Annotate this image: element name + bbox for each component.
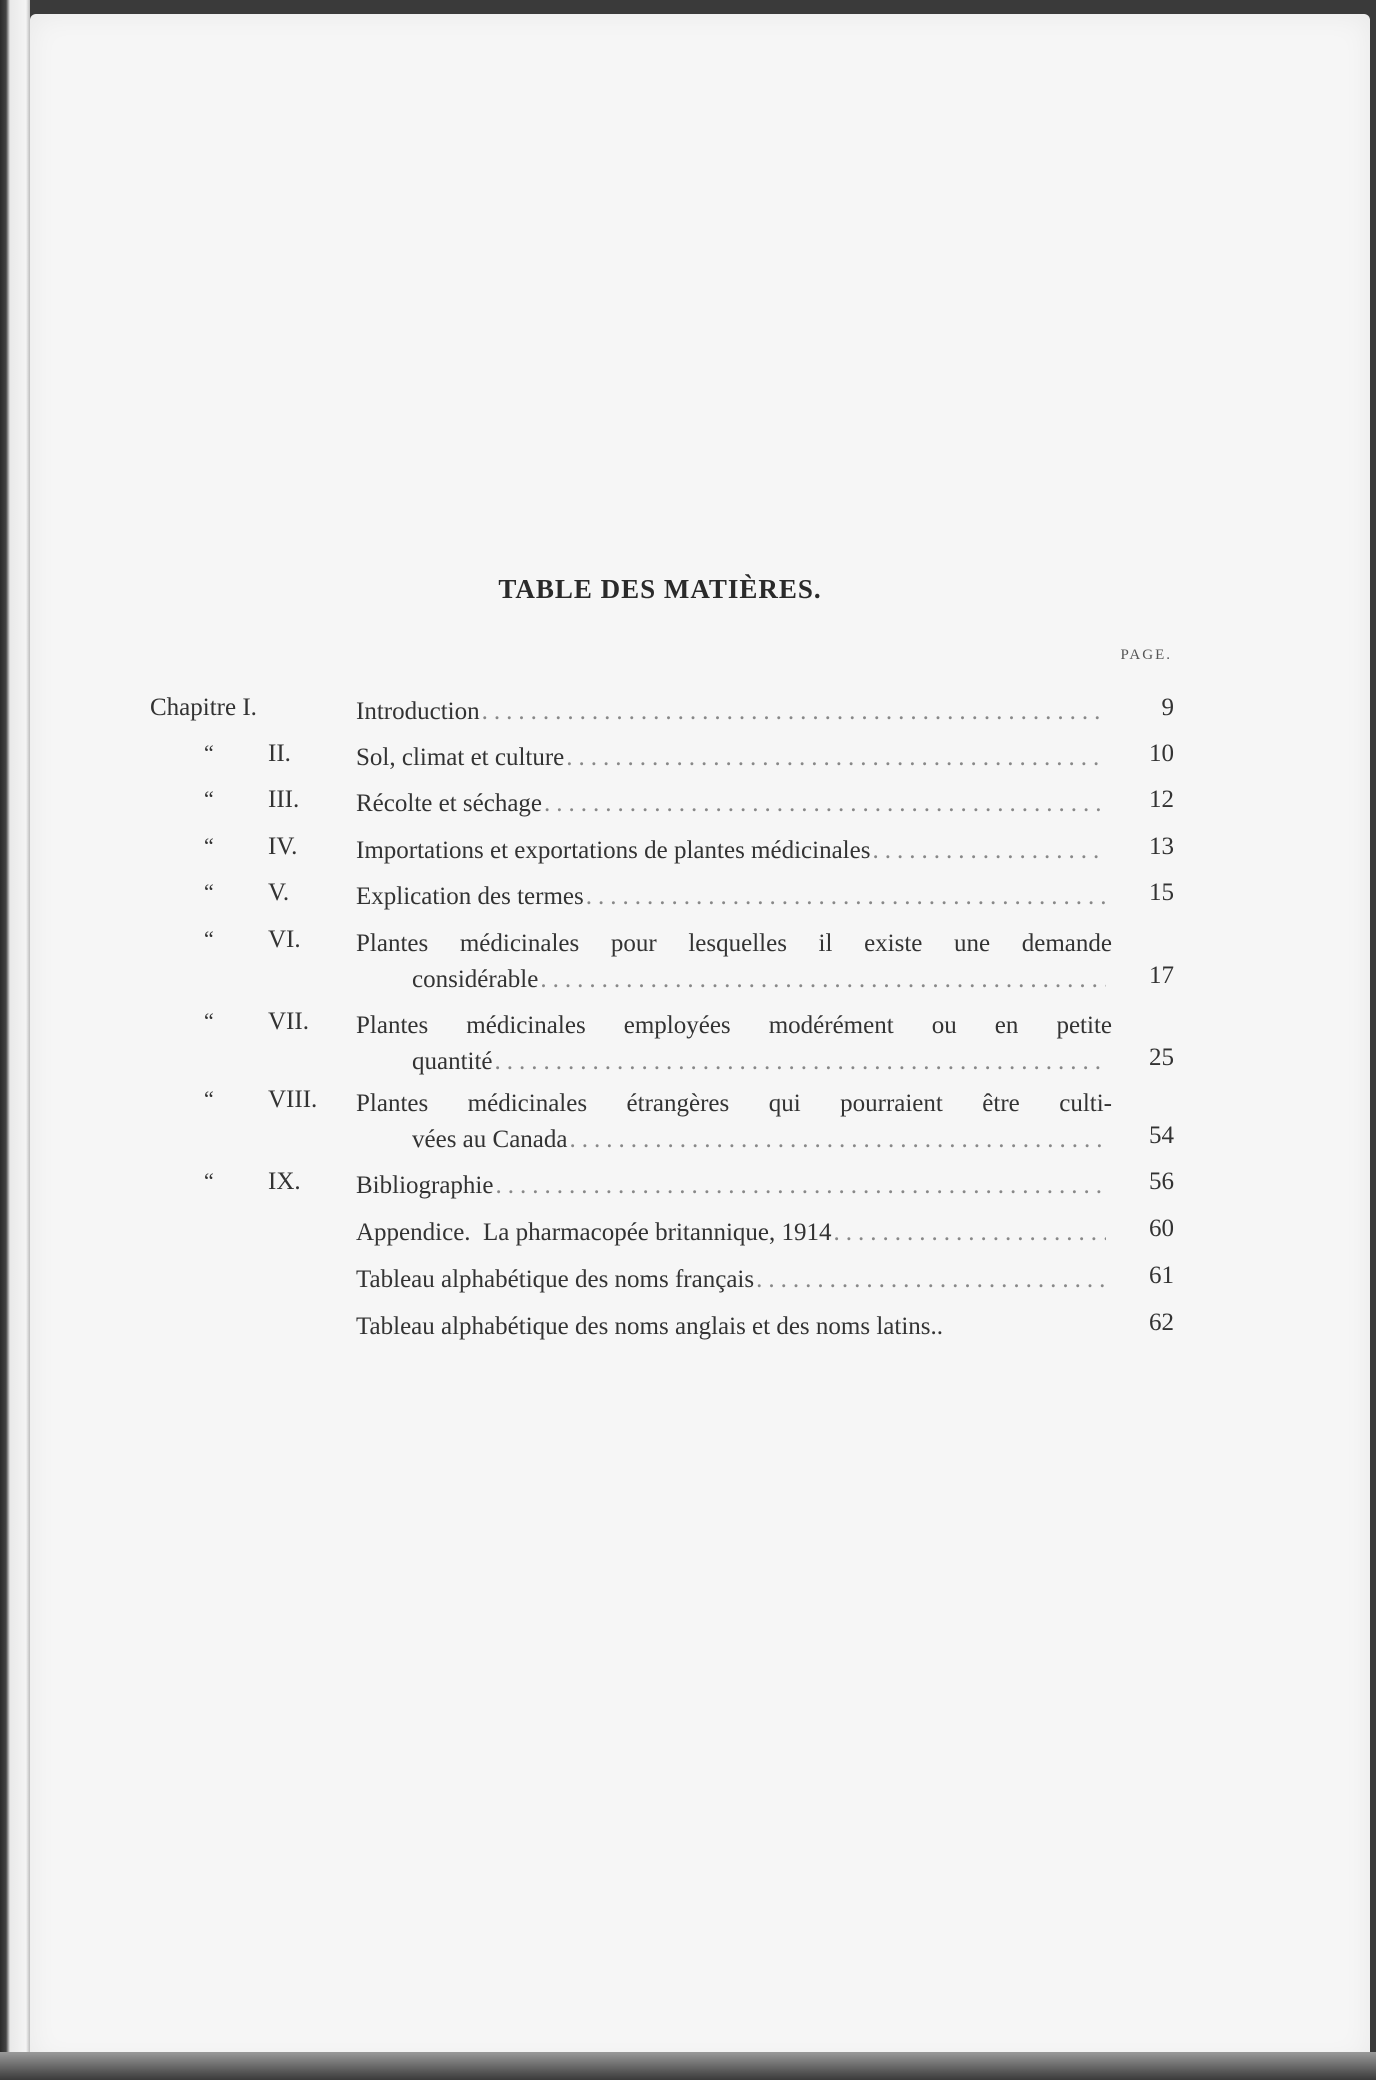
entry-title-line (356, 1262, 1112, 1298)
entry-title: Récolte et séchage (356, 790, 543, 817)
page-number: 12 (1149, 786, 1174, 813)
page-number: 54 (1149, 1122, 1174, 1149)
page-number: 25 (1149, 1044, 1174, 1071)
entry-title-continuation: quantité (412, 1048, 493, 1075)
page-number: 60 (1149, 1215, 1174, 1242)
dot-leader (544, 786, 1106, 822)
page-number: 56 (1149, 1168, 1174, 1195)
entry-title: Tableau alphabétique des noms anglais et des noms latins.. (356, 1313, 943, 1340)
entry-title: Importations et exportations de plantes médicinales (356, 837, 871, 864)
chapter-label: Chapitre I. (150, 694, 257, 721)
entry-title-line (356, 786, 1112, 822)
entry-title-line (356, 833, 1112, 869)
entry-title-line-2 (356, 1044, 1112, 1080)
entry-title: Explication des termes (356, 883, 584, 910)
chapter-numeral: V. (268, 879, 290, 906)
dot-leader (872, 833, 1106, 869)
ditto-mark: “ (204, 1086, 214, 1111)
entry-title: Sol, climat et culture (356, 744, 565, 771)
dot-leader (495, 1044, 1106, 1080)
chapter-numeral: IV. (268, 833, 298, 860)
page-bottom-edge (0, 2052, 1376, 2080)
chapter-numeral: III. (268, 786, 300, 813)
page-number: 62 (1149, 1309, 1174, 1336)
entry-title: Tableau alphabétique des noms français (356, 1266, 755, 1293)
dot-leader (540, 962, 1106, 998)
chapter-numeral: VI. (268, 926, 301, 953)
ditto-mark: “ (204, 786, 214, 811)
page-number: 9 (1161, 694, 1174, 721)
dot-leader (495, 1168, 1106, 1204)
chapter-numeral: VIII. (268, 1086, 318, 1113)
ditto-mark: “ (204, 879, 214, 904)
entry-title-line-2 (356, 1122, 1112, 1158)
entry-title-line-2 (356, 962, 1112, 998)
entry-title-line (356, 879, 1112, 915)
entry-title-line-1: Plantes médicinales étrangères qui pourraient être culti- (356, 1090, 1112, 1117)
entry-title-line (356, 740, 1112, 776)
entry-title-line-1: Plantes médicinales pour lesquelles il existe une demande (356, 930, 1112, 957)
page-column-header: PAGE. (1120, 647, 1172, 663)
entry-title-line (356, 694, 1112, 730)
entry-title: Bibliographie (356, 1172, 494, 1199)
page-number: 13 (1149, 833, 1174, 860)
page-number: 10 (1149, 740, 1174, 767)
entry-title-continuation: considérable (412, 966, 539, 993)
chapter-numeral: IX. (268, 1168, 301, 1195)
dot-leader (482, 694, 1106, 730)
entry-title-line (356, 1309, 1112, 1345)
dot-leader (586, 879, 1106, 915)
ditto-mark: “ (204, 1008, 214, 1033)
book-spine-edge (0, 0, 30, 2080)
entry-title: Introduction (356, 698, 480, 725)
entry-title-continuation: vées au Canada (412, 1126, 568, 1153)
ditto-mark: “ (204, 740, 214, 765)
dot-leader (569, 1122, 1106, 1158)
entry-title-line-1: Plantes médicinales employées modérément ou en petite (356, 1012, 1112, 1039)
dot-leader (834, 1215, 1106, 1251)
dot-leader (756, 1262, 1106, 1298)
chapter-numeral: II. (268, 740, 291, 767)
entry-title-line (356, 1215, 1112, 1251)
chapter-numeral: VII. (268, 1008, 309, 1035)
ditto-mark: “ (204, 833, 214, 858)
page-number: 61 (1149, 1262, 1174, 1289)
page-title: TABLE DES MATIÈRES. (498, 574, 822, 604)
page-number: 17 (1149, 962, 1174, 989)
entry-title: Appendice. La pharmacopée britannique, 1914 (356, 1219, 832, 1246)
entry-title-line (356, 1168, 1112, 1204)
ditto-mark: “ (204, 926, 214, 951)
page-number: 15 (1149, 879, 1174, 906)
dot-leader (566, 740, 1106, 776)
ditto-mark: “ (204, 1168, 214, 1193)
